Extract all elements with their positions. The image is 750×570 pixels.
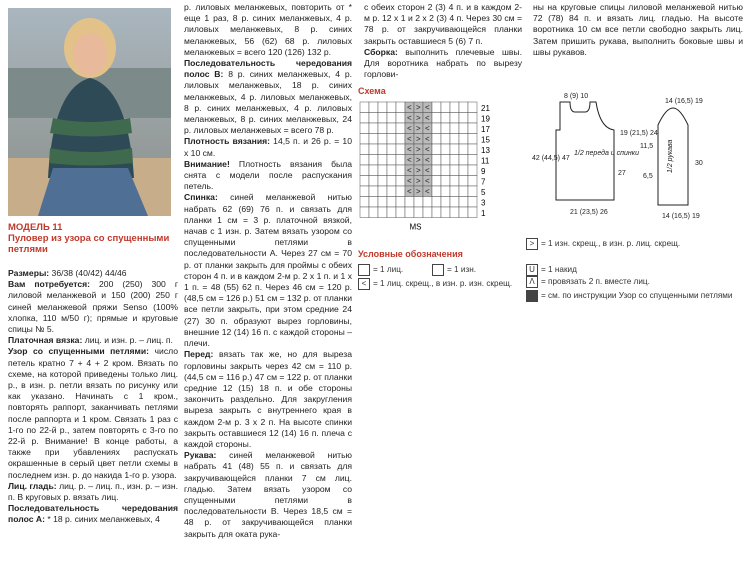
legend-symbol-icon: Λ xyxy=(526,276,538,288)
chart-cell xyxy=(441,155,450,166)
chart-cell xyxy=(468,134,477,145)
chart-cell xyxy=(396,186,405,197)
chart-symbol: < xyxy=(407,166,412,175)
chart-row-label: 21 xyxy=(481,104,490,113)
chart-cell xyxy=(387,165,396,176)
paragraph-body: 200 (250) 300 г лиловой меланжевой и 150 (200) 250 г синей меланжевой пряжи Senso (100% хлопка, 110 м/50 г); прямые и круговые спицы № 5. xyxy=(8,279,178,335)
chart-symbol: < xyxy=(425,176,430,186)
paragraph-body: 8 р. синих меланжевых, 4 р. лиловых меланжевых, 18 р. синих меланжевых, 4 р. лиловых меланжевых, 8 р. синих меланжевых, 4 р. лиловых меланжевых, 8 р. синих меланжевых, 24 р. лиловых меланжевых = всего 78 р. xyxy=(184,69,352,136)
chart-cell xyxy=(432,207,441,218)
paragraph xyxy=(8,279,178,335)
chart-cell xyxy=(468,176,477,187)
chart-cell xyxy=(369,155,378,166)
chart-cell xyxy=(378,176,387,187)
chart-symbol: > xyxy=(416,155,421,165)
chart-cell xyxy=(387,134,396,145)
chart-cell xyxy=(360,165,369,176)
chart-cell xyxy=(450,134,459,145)
chart-symbol: < xyxy=(407,103,412,112)
chart-cell xyxy=(369,123,378,134)
chart-cell xyxy=(423,207,432,218)
model-name: Пуловер из узора со спущенными петлями xyxy=(8,233,170,255)
chart-cell xyxy=(387,113,396,124)
chart-symbol: > xyxy=(416,166,421,175)
chart-cell xyxy=(459,165,468,176)
chart-cell xyxy=(369,113,378,124)
chart-cell xyxy=(378,144,387,155)
chart-cell xyxy=(369,186,378,197)
paragraph-heading: Спинка: xyxy=(184,192,218,203)
paragraph xyxy=(364,2,522,47)
paragraph-heading: Платочная вязка: xyxy=(8,335,83,346)
chart-cell xyxy=(441,165,450,176)
chart-cell xyxy=(396,197,405,208)
paragraph-body: число петель кратно 7 + 4 + 2 кром. Вязать по схеме, на которой приведены только лиц. р., в изн. р. петли вязать по рисунку или как указано. Начинать с 1 кром., повторять раппорт, заканчивать петлями после раппорта и 1 кром. Связать 1 раз с 1-го по 22-й р., затем повторять с 3-го по 22-й р. Внимание! В конце работы, а также при убавлениях распускать окрашенные в серый цвет петли схемы в последнем изн. р. до накида 1-го р. узора. xyxy=(8,346,179,480)
chart-cell xyxy=(450,123,459,134)
paragraph-heading: Перед: xyxy=(184,349,214,360)
paragraph-body: * 18 р. синих меланжевых, 4 xyxy=(44,514,160,525)
chart-ms-label: MS xyxy=(409,222,422,232)
chart-cell xyxy=(450,197,459,208)
chart-cell xyxy=(387,197,396,208)
chart-cell xyxy=(369,134,378,145)
sleeve-label: 1/2 рукава xyxy=(667,139,674,173)
chart-cell xyxy=(468,155,477,166)
legend-item xyxy=(358,278,518,290)
chart-cell xyxy=(414,207,423,218)
chart-symbol: < xyxy=(407,124,412,133)
chart-symbol: < xyxy=(425,166,430,175)
chart-symbol: > xyxy=(416,187,421,196)
chart-symbol: < xyxy=(425,113,430,123)
schema-title: Схема xyxy=(358,86,386,96)
chart-cell xyxy=(396,176,405,187)
chart-cell xyxy=(441,186,450,197)
paragraph-heading: Плотность вязания: xyxy=(184,136,270,147)
chart-cell xyxy=(396,113,405,124)
chart-cell xyxy=(468,207,477,218)
paragraph-heading: Лиц. гладь: xyxy=(8,480,57,491)
chart-cell xyxy=(396,134,405,145)
chart-cell xyxy=(387,155,396,166)
chart-cell xyxy=(360,155,369,166)
chart-cell xyxy=(369,165,378,176)
chart-cell xyxy=(432,176,441,187)
dim-65: 6,5 xyxy=(643,173,653,180)
chart-cell xyxy=(396,207,405,218)
chart-cell xyxy=(459,207,468,218)
chart-symbol: < xyxy=(407,134,412,144)
chart-cell xyxy=(459,102,468,113)
paragraph xyxy=(184,192,352,349)
chart-cell xyxy=(441,134,450,145)
paragraph-body: с обеих сторон 2 (3) 4 п. и в каждом 2-м р. 12 х 1 и 2 х 2 (3) 4 п. Через 30 см = 78 р. от закручивающейся планки закрыть оставшиеся 5 (6) 7 п. xyxy=(364,2,522,46)
paragraph-body: вязать так же, но для выреза горловины закрыть через 42 см = 110 р. (44,5 см = 116 р.) 47 см = 122 р. от планки средние 12 (15) 18 п. и обе стороны закончить раздельно. Для закругления выреза закрыть с внутреннего края в каждом 2-м р. 3 х 2 п. На высоте спинки закрыть оставшиеся 12 (14) 16 п. плеча с каждой стороны. xyxy=(184,349,352,449)
legend-item xyxy=(526,264,736,276)
paragraph-body: выполнить плечевые швы. Для воротника набрать по вырезу горлови- xyxy=(364,46,522,80)
chart-cell xyxy=(459,123,468,134)
chart-cell xyxy=(378,197,387,208)
chart-cell xyxy=(450,165,459,176)
text-column-1 xyxy=(8,268,178,526)
chart-cell xyxy=(450,144,459,155)
paragraph-heading: Узор со спущенными петлями: xyxy=(8,346,150,357)
chart-cell xyxy=(441,197,450,208)
chart-symbol: < xyxy=(425,187,430,196)
legend-item xyxy=(526,290,736,302)
chart-row-label: 1 xyxy=(481,209,486,218)
chart-symbol: < xyxy=(425,155,430,165)
legend-symbol-icon: > xyxy=(526,238,538,250)
chart-cell xyxy=(396,144,405,155)
model-title xyxy=(8,222,178,255)
dim-30: 30 xyxy=(695,160,703,167)
chart-cell xyxy=(432,123,441,134)
paragraph xyxy=(8,481,178,503)
paragraph-body: лиц. р. – лиц. п., изн. р. – изн. п. В круговых р. вязать лиц. xyxy=(8,480,178,503)
legend-item xyxy=(526,276,736,288)
paragraph-heading: Внимание! xyxy=(184,158,230,169)
chart-symbol: < xyxy=(425,134,430,144)
paragraph xyxy=(364,47,522,81)
dim-115: 11,5 xyxy=(640,143,654,150)
garment-schematic xyxy=(530,90,745,230)
chart-cell xyxy=(441,176,450,187)
paragraph xyxy=(184,2,352,58)
legend-symbol-icon xyxy=(432,264,444,276)
chart-cell xyxy=(432,155,441,166)
chart-row-label: 11 xyxy=(481,156,490,166)
chart-symbol: > xyxy=(416,113,421,123)
chart-cell xyxy=(378,155,387,166)
legend-text: = 1 изн. xyxy=(447,265,477,275)
paragraph xyxy=(533,2,743,58)
chart-cell xyxy=(360,144,369,155)
chart-cell xyxy=(396,165,405,176)
chart-cell xyxy=(432,165,441,176)
chart-cell xyxy=(459,113,468,124)
chart-cell xyxy=(468,113,477,124)
chart-row-label: 19 xyxy=(481,114,490,124)
chart-cell xyxy=(441,207,450,218)
legend-text: = провязать 2 п. вместе лиц. xyxy=(541,277,650,287)
chart-cell xyxy=(432,113,441,124)
chart-cell xyxy=(468,123,477,134)
chart-cell xyxy=(414,197,423,208)
text-column-4 xyxy=(533,2,743,58)
chart-symbol: < xyxy=(425,145,430,154)
paragraph xyxy=(184,159,352,193)
chart-cell xyxy=(387,123,396,134)
chart-cell xyxy=(387,186,396,197)
chart-cell xyxy=(396,102,405,113)
legend-item xyxy=(432,264,522,276)
dim-27: 27 xyxy=(618,170,626,177)
legend-text: = см. по инструкции Узор со спущенными петлями xyxy=(541,291,733,301)
paragraph xyxy=(8,268,178,279)
chart-cell xyxy=(360,123,369,134)
chart-cell xyxy=(450,186,459,197)
chart-cell xyxy=(450,176,459,187)
chart-row-label: 5 xyxy=(481,188,486,197)
chart-cell xyxy=(387,144,396,155)
chart-cell xyxy=(441,102,450,113)
chart-cell xyxy=(396,155,405,166)
legend-symbol-icon: U xyxy=(526,264,538,276)
chart-cell xyxy=(405,207,414,218)
paragraph-heading: Последовательность чередования полос А: xyxy=(8,503,178,525)
chart-row-label: 3 xyxy=(481,198,486,208)
chart-symbol: > xyxy=(416,176,421,186)
chart-symbol: > xyxy=(416,134,421,144)
dim-width: 21 (23,5) 26 xyxy=(570,209,608,216)
legend-text: = 1 накид xyxy=(541,265,577,275)
chart-cell xyxy=(459,155,468,166)
chart-symbol: < xyxy=(407,113,412,123)
chart-cell xyxy=(360,102,369,113)
chart-cell xyxy=(459,134,468,145)
chart-row-label: 15 xyxy=(481,135,490,145)
text-column-2 xyxy=(184,2,352,540)
chart-cell xyxy=(369,144,378,155)
chart-cell xyxy=(378,165,387,176)
chart-cell xyxy=(387,102,396,113)
dim-sleeve-bottom: 14 (16,5) 19 xyxy=(662,213,700,220)
chart-cell xyxy=(450,113,459,124)
legend-symbol-icon: < xyxy=(358,278,370,290)
paragraph-heading: Последовательность чередования полос В: xyxy=(184,58,352,80)
chart-cell xyxy=(468,102,477,113)
chart-row-label: 9 xyxy=(481,167,486,176)
paragraph xyxy=(8,503,178,525)
legend-text: = 1 лиц. скрещ., в изн. р. изн. скрещ. xyxy=(373,279,513,289)
paragraph-body: Плотность вязания была снята с модели после распускания петель. xyxy=(184,158,352,192)
chart-cell xyxy=(459,176,468,187)
paragraph-body: лиц. и изн. р. – лиц. п. xyxy=(82,335,173,346)
chart-cell xyxy=(378,207,387,218)
paragraph-body: р. лиловых меланжевых, повторить от * еще 1 раз, 8 р. синих меланжевых, 4 р. лиловых меланжевых, 8 р. синих меланжевых, 56 (62) 68 р. лиловых меланжевых = всего 120 (126) 132 р. xyxy=(184,2,352,57)
paragraph xyxy=(8,346,178,480)
chart-symbol: < xyxy=(407,176,412,186)
chart-cell xyxy=(468,144,477,155)
chart-cell xyxy=(432,102,441,113)
legend-text: = 1 лиц. xyxy=(373,265,404,275)
chart-cell xyxy=(441,113,450,124)
chart-cell xyxy=(432,197,441,208)
paragraph-body: синей меланжевой нитью набрать 62 (69) 76 п. и связать для планки 1 см = 3 р. платочной вязкой, начав с 1 изн. р. Затем вязать узором со спущенными петлями в последовательности А. Через 27 см = 70 р. от планки закрыть для проймы с обеих сторон 4 п. и в каждом 2-м р. 2 х 1 п. и 1 х 1 п. = 48 (55) 62 п. Через 46 см = 120 р. (48,5 см = 126 р.) 51 см = 132 р. от планки все петли закрыть, при этом средние 24 (27) 30 п. образуют вырез горловины, внешние 12 (14) 16 п. с каждой стороны – плечи. xyxy=(184,192,353,349)
chart-cell xyxy=(432,134,441,145)
chart-symbol: < xyxy=(407,145,412,154)
dim-height: 42 (44,5) 47 xyxy=(532,155,570,162)
chart-cell xyxy=(396,123,405,134)
text-column-3 xyxy=(364,2,522,80)
chart-symbol: < xyxy=(425,103,430,112)
chart-cell xyxy=(360,134,369,145)
chart-cell xyxy=(459,186,468,197)
chart-cell xyxy=(423,197,432,208)
chart-symbol: > xyxy=(416,145,421,154)
chart-cell xyxy=(459,197,468,208)
chart-cell xyxy=(387,207,396,218)
chart-cell xyxy=(360,113,369,124)
chart-cell xyxy=(450,155,459,166)
chart-symbol: > xyxy=(416,124,421,133)
paragraph xyxy=(8,335,178,346)
paragraph-heading: Рукава: xyxy=(184,450,217,461)
chart-cell xyxy=(369,176,378,187)
dim-armhole: 19 (21,5) 24 xyxy=(620,130,658,137)
chart-cell xyxy=(441,123,450,134)
chart-cell xyxy=(468,165,477,176)
chart-cell xyxy=(369,102,378,113)
knitting-chart xyxy=(358,100,498,238)
dim-sleeve-top: 14 (16,5) 19 xyxy=(665,98,703,105)
legend-item xyxy=(526,238,736,250)
paragraph xyxy=(184,136,352,158)
chart-cell xyxy=(441,144,450,155)
legend-title: Условные обозначения xyxy=(358,249,463,259)
chart-symbol: > xyxy=(416,103,421,112)
chart-row-label: 7 xyxy=(481,177,486,187)
chart-cell xyxy=(405,197,414,208)
paragraph-heading: Вам потребуется: xyxy=(8,279,90,290)
legend-symbol-icon xyxy=(526,290,538,302)
chart-cell xyxy=(360,207,369,218)
legend-text: = 1 изн. скрещ., в изн. р. лиц. скрещ. xyxy=(541,239,681,249)
model-number: МОДЕЛЬ 11 xyxy=(8,222,63,233)
chart-cell xyxy=(378,134,387,145)
chart-cell xyxy=(432,144,441,155)
body-label: 1/2 переда и спинки xyxy=(574,150,639,157)
paragraph xyxy=(184,450,352,540)
chart-cell xyxy=(378,186,387,197)
chart-cell xyxy=(378,113,387,124)
chart-cell xyxy=(450,207,459,218)
chart-row-label: 13 xyxy=(481,146,490,155)
chart-cell xyxy=(378,102,387,113)
chart-cell xyxy=(459,144,468,155)
chart-symbol: < xyxy=(425,124,430,133)
chart-cell xyxy=(369,207,378,218)
paragraph-body: 36/38 (40/42) 44/46 xyxy=(49,268,127,278)
dim-neck: 8 (9) 10 xyxy=(564,93,589,100)
chart-cell xyxy=(468,197,477,208)
chart-cell xyxy=(387,176,396,187)
paragraph-body: 14,5 п. и 26 р. = 10 х 10 см. xyxy=(184,136,352,158)
paragraph-heading: Сборка: xyxy=(364,46,398,57)
chart-row-label: 17 xyxy=(481,125,490,134)
model-photo xyxy=(8,8,171,216)
chart-cell xyxy=(378,123,387,134)
chart-cell xyxy=(432,186,441,197)
legend-symbol-icon xyxy=(358,264,370,276)
chart-symbol: < xyxy=(407,187,412,196)
chart-cell xyxy=(360,186,369,197)
paragraph xyxy=(184,58,352,136)
chart-cell xyxy=(450,102,459,113)
chart-cell xyxy=(360,197,369,208)
chart-cell xyxy=(468,186,477,197)
chart-cell xyxy=(369,197,378,208)
paragraph-body: синей меланжевой нитью набрать 41 (48) 55 п. и связать для закручивающейся планки 7 см лиц. гладью. Затем вязать узором со спущенными петлями в последовательности В. Через 18,5 см = 48 р. от закручивающейся планки закрыть для оката рука- xyxy=(184,450,352,539)
chart-symbol: < xyxy=(407,155,412,165)
paragraph xyxy=(184,349,352,450)
paragraph-heading: Размеры: xyxy=(8,268,50,278)
chart-cell xyxy=(360,176,369,187)
paragraph-body: ны на круговые спицы лиловой меланжевой нитью 72 (78) 84 п. и вязать лиц. гладью. На высоте воротника 10 см все петли свободно закрыть лиц. Затем пришить рукава, выполнить боковые швы и швы рукавов. xyxy=(533,2,743,57)
